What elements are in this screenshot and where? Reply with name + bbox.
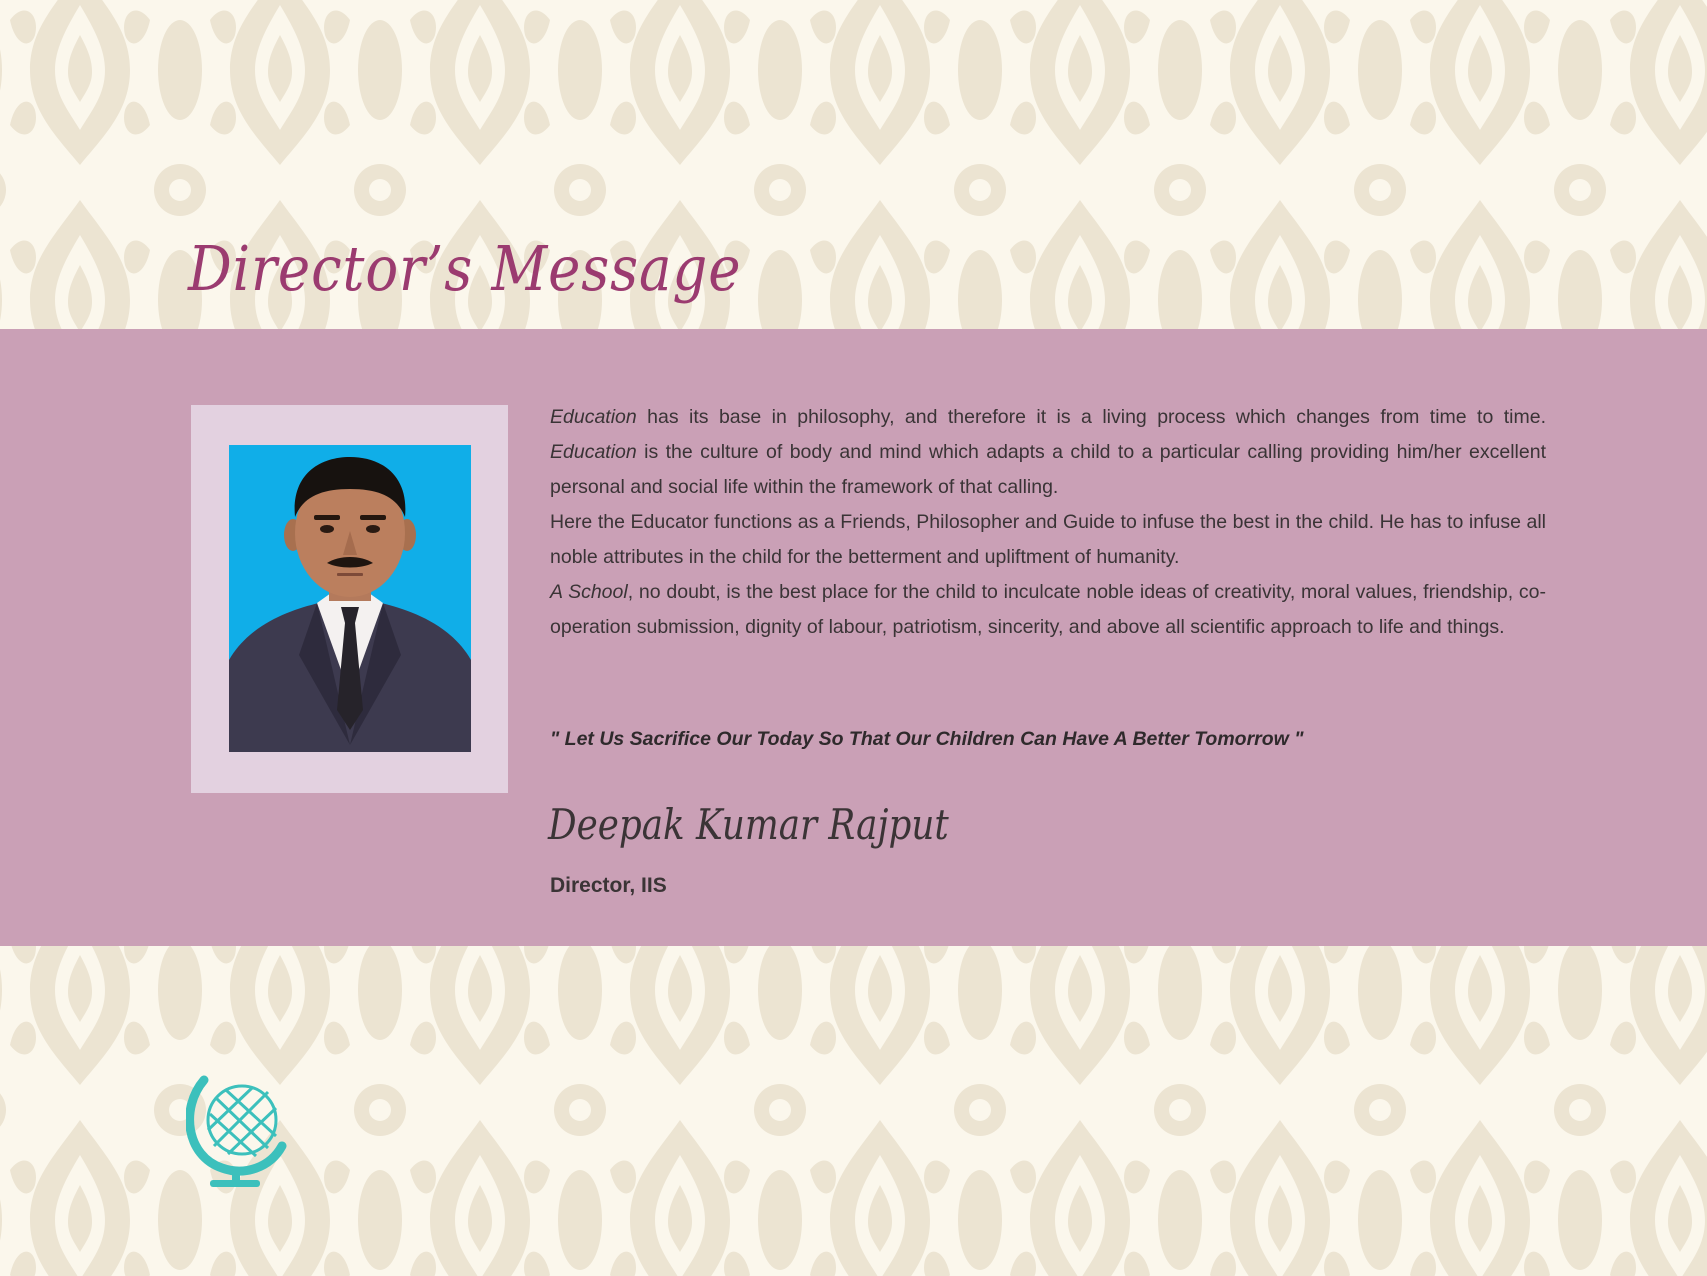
page-title: Director’s Message bbox=[188, 232, 742, 305]
message-body bbox=[550, 400, 1546, 645]
globe-icon bbox=[186, 1068, 290, 1190]
photo-frame bbox=[191, 405, 508, 793]
message-paragraph-3: A School, no doubt, is the best place for the child to inculcate noble ideas of creativity, moral values, friendship, co-operation submission, dignity of labour, patriotism, sincerity, and above all scientific approach to life and things. bbox=[550, 581, 1546, 638]
message-paragraph-2: Here the Educator functions as a Friends, Philosopher and Guide to infuse the best in the child. He has to infuse all noble attributes in the child for the betterment and upliftment of humanity. bbox=[550, 511, 1546, 568]
motto-quote: " Let Us Sacrifice Our Today So That Our Children Can Have A Better Tomorrow " bbox=[550, 728, 1304, 750]
message-paragraph-1: Education has its base in philosophy, and therefore it is a living process which changes from time to time. Education is the culture of body and mind which adapts a child to a particular calling providing him/her excellent personal and social life within the framework of that calling. bbox=[550, 406, 1546, 498]
director-portrait bbox=[229, 445, 471, 752]
director-designation: Director, IIS bbox=[550, 874, 667, 897]
director-signature: Deepak Kumar Rajput bbox=[548, 800, 949, 849]
